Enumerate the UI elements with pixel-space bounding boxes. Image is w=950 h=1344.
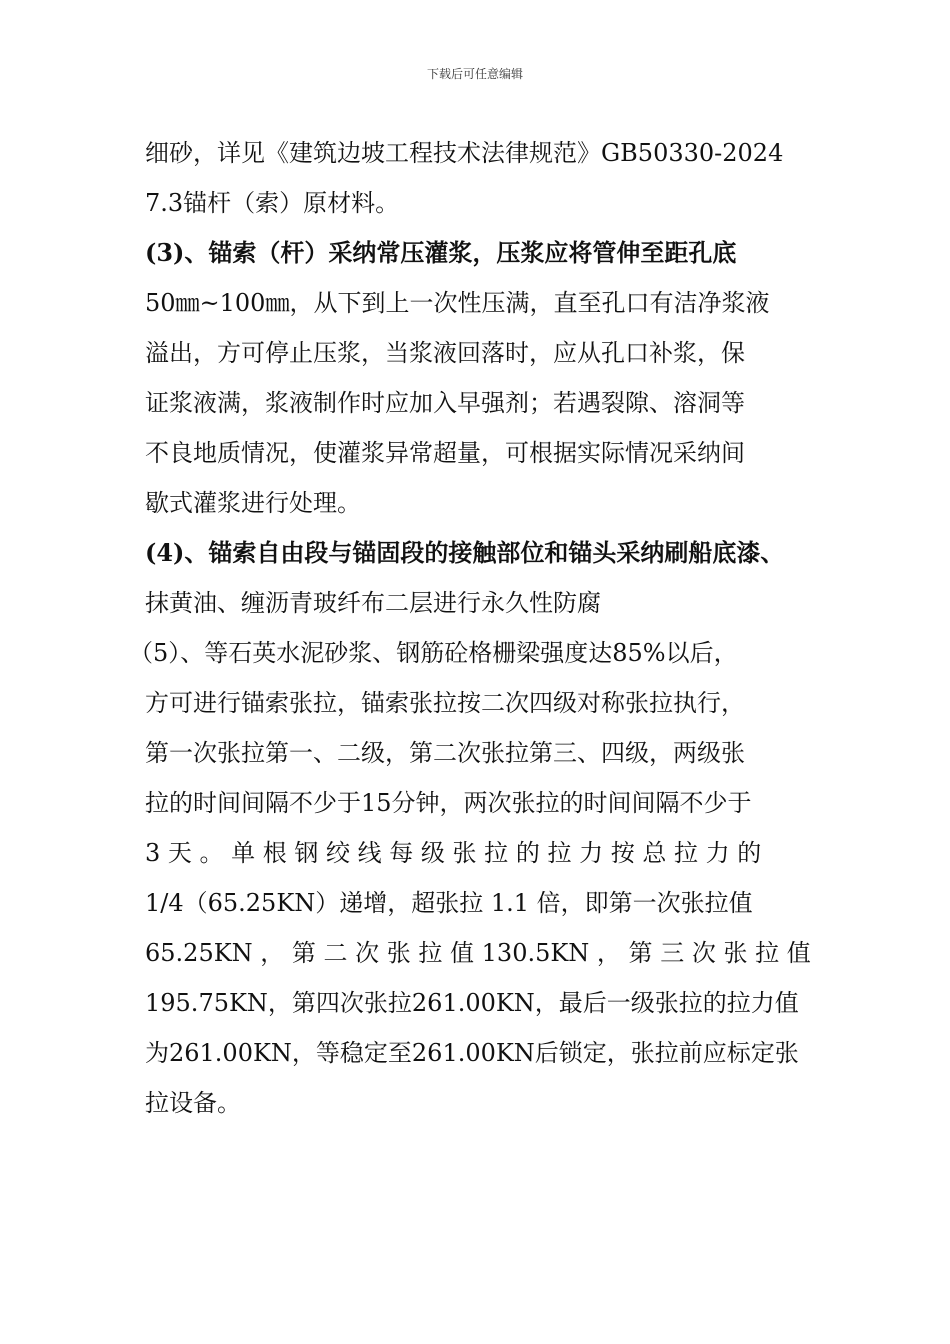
- text-line: 195.75KN，第四次张拉261.00KN，最后一级张拉的拉力值: [145, 989, 799, 1017]
- text-line: 溢出，方可停止压浆，当浆液回落时，应从孔口补浆，保: [145, 339, 745, 367]
- text-line: 1/4（65.25KN）递增，超张拉 1.1 倍，即第一次张拉值: [145, 889, 753, 917]
- text-line: 歇式灌浆进行处理。: [145, 489, 361, 517]
- text-line: 细砂，详见《建筑边坡工程技术法律规范》GB50330-2024: [145, 139, 784, 167]
- text-line: （5）、等石英水泥砂浆、钢筋砼格栅梁强度达85%以后，: [129, 639, 738, 667]
- document-body: [129, 128, 811, 1128]
- text-line: 拉设备。: [145, 1089, 241, 1117]
- page-header: 下载后可任意编辑: [426, 67, 523, 81]
- text-line: 为261.00KN，等稳定至261.00KN后锁定，张拉前应标定张: [145, 1039, 799, 1067]
- text-line: 方可进行锚索张拉，锚索张拉按二次四级对称张拉执行，: [145, 689, 745, 717]
- text-line: 第一次张拉第一、二级，第二次张拉第三、四级，两级张: [145, 739, 745, 767]
- text-line: 抹黄油、缠沥青玻纤布二层进行永久性防腐: [145, 589, 601, 617]
- text-line: 65.25KN ， 第 二 次 张 拉 值 130.5KN ， 第 三 次 张 拉 值: [145, 939, 811, 967]
- text-line: (4)、锚索自由段与锚固段的接触部位和锚头采纳刷船底漆、: [145, 538, 785, 567]
- text-line: 3 天 。 单 根 钢 绞 线 每 级 张 拉 的 拉 力 按 总 拉 力 的: [145, 839, 762, 867]
- text-line: 7.3锚杆（索）原材料。: [145, 189, 400, 217]
- text-line: 50㎜~100㎜，从下到上一次性压满，直至孔口有洁净浆液: [145, 289, 770, 317]
- text-line: 不良地质情况，使灌浆异常超量，可根据实际情况采纳间: [145, 439, 745, 467]
- text-line: 拉的时间间隔不少于15分钟，两次张拉的时间间隔不少于: [145, 789, 752, 817]
- text-line: (3)、锚索（杆）采纳常压灌浆，压浆应将管伸至距孔底: [145, 238, 737, 267]
- text-line: 证浆液满，浆液制作时应加入早强剂；若遇裂隙、溶洞等: [145, 389, 745, 417]
